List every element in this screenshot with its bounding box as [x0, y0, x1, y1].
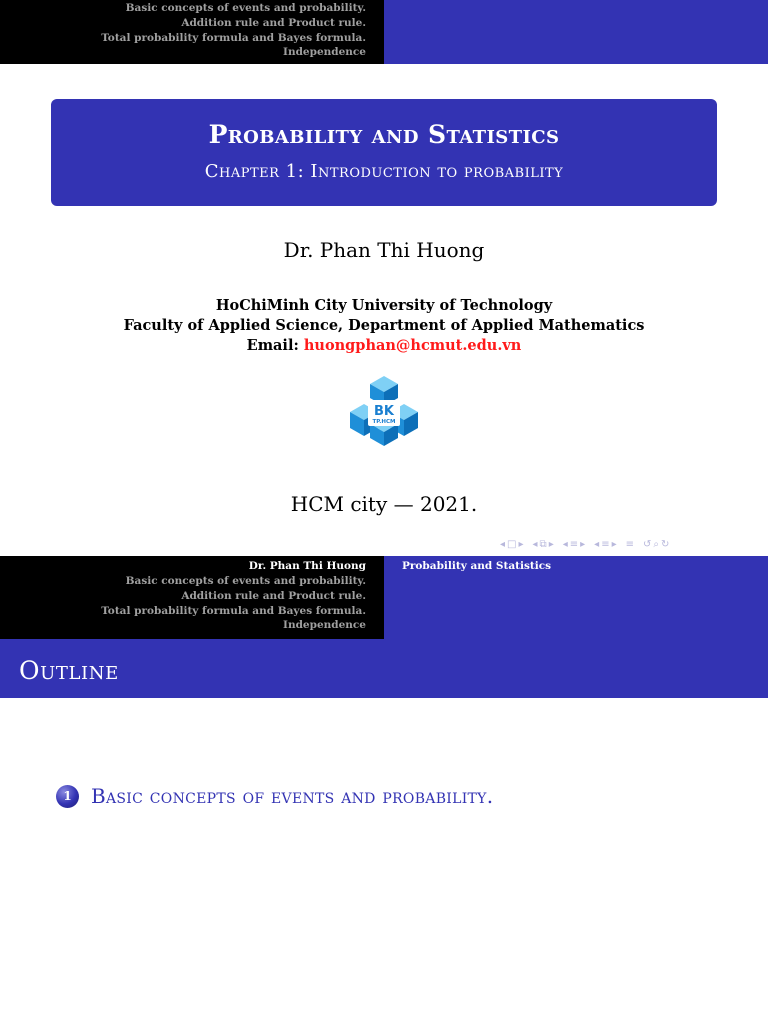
nav-slide-icon[interactable]: □	[507, 538, 517, 550]
slide1-headline-right	[384, 0, 768, 64]
nav-section-icon[interactable]: ≡	[601, 538, 610, 550]
outline-item[interactable]	[56, 784, 493, 808]
email-link[interactable]: huongphan@hcmut.edu.vn	[303, 337, 522, 354]
headline-nav-link[interactable]: Independence	[283, 619, 366, 632]
nav-document-icon[interactable]: ≡	[625, 538, 635, 550]
headline-nav-link[interactable]: Basic concepts of events and probability.	[125, 2, 366, 14]
nav-prev-slide-icon[interactable]: ◂	[500, 538, 506, 550]
headline-author: Dr. Phan Thi Huong	[248, 560, 366, 572]
nav-back-icon[interactable]: ↺	[643, 538, 652, 550]
institute-line: HoChiMinh City University of Technology	[215, 297, 553, 314]
presentation-subtitle: Chapter 1: Introduction to probability	[204, 161, 564, 182]
frame-title: Outline	[19, 656, 119, 685]
email-label: Email:	[246, 337, 299, 354]
slide1-headline-section-nav	[0, 0, 384, 64]
headline-nav-link[interactable]: Independence	[283, 46, 366, 59]
slide2-headline-section-nav	[0, 556, 384, 639]
beamer-navigation-symbols	[500, 537, 671, 551]
svg-text:TP.HCM: TP.HCM	[372, 419, 396, 425]
title-box	[51, 99, 717, 206]
nav-search-icon[interactable]: ⌕	[653, 538, 660, 550]
slide1-headline	[0, 0, 768, 64]
headline-nav-link[interactable]: Total probability formula and Bayes formula.	[101, 604, 366, 617]
presentation-date: HCM city — 2021.	[290, 492, 478, 516]
headline-nav-link[interactable]: Total probability formula and Bayes formula.	[101, 31, 366, 44]
nav-frame-icon[interactable]: ⧉	[539, 538, 547, 550]
outline-number-ball-icon: 1	[56, 785, 79, 808]
nav-next-frame-icon[interactable]: ▸	[548, 538, 554, 550]
headline-nav-link[interactable]: Addition rule and Product rule.	[181, 16, 366, 29]
svg-text:BK: BK	[374, 404, 394, 419]
nav-next-section-icon[interactable]: ▸	[611, 538, 617, 550]
nav-subsection-icon[interactable]: ≡	[569, 538, 579, 550]
nav-forward-icon[interactable]: ↻	[661, 538, 670, 550]
slide2-headline	[0, 556, 768, 639]
headline-nav-link[interactable]: Basic concepts of events and probability.	[125, 575, 366, 587]
slide2-headline-right	[384, 556, 768, 639]
nav-prev-section-icon[interactable]: ◂	[594, 538, 600, 550]
nav-prev-frame-icon[interactable]: ◂	[532, 538, 538, 550]
nav-next-subsection-icon[interactable]: ▸	[580, 538, 586, 550]
nav-prev-subsection-icon[interactable]: ◂	[562, 538, 568, 550]
bk-university-logo-icon	[348, 374, 420, 446]
nav-next-slide-icon[interactable]: ▸	[518, 538, 524, 550]
headline-short-title: Probability and Statistics	[402, 560, 552, 572]
outline-item-text[interactable]: Basic concepts of events and probability.	[91, 784, 494, 808]
author-name: Dr. Phan Thi Huong	[283, 238, 485, 262]
email-line	[0, 337, 768, 354]
institute-line: Faculty of Applied Science, Department of Applied Mathematics	[123, 317, 645, 334]
presentation-title: Probability and Statistics	[208, 120, 560, 149]
headline-nav-link[interactable]: Addition rule and Product rule.	[181, 589, 366, 602]
frame-title-bar	[0, 639, 768, 698]
